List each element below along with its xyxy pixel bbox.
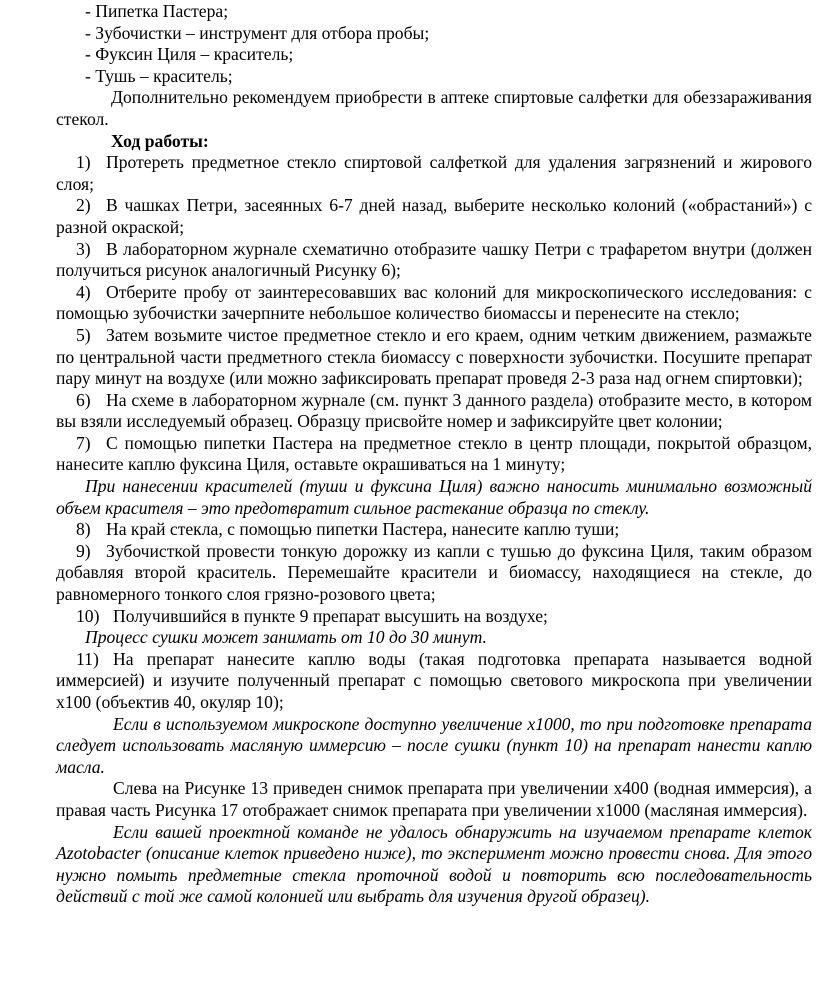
step-item: [56, 606, 812, 628]
material-item: - Тушь – краситель;: [85, 65, 233, 86]
step-item: [56, 519, 812, 541]
step-text: На схеме в лабораторном журнале (см. пункт 3 данного раздела) отобразите место, в котором вы взяли исследуемый образец. Образцу присвойте номер и зафиксируйте цвет колонии;: [56, 389, 812, 432]
step-item: [56, 390, 812, 433]
step-text: В чашках Петри, засеянных 6-7 дней назад, выберите несколько колоний («обрастаний») с разной окраской;: [56, 195, 812, 237]
step-text: Отберите пробу от заинтересовавших вас колоний для микроскопического исследования: с помощью зубочистки зачерпните небольшое количество биомассы и перенесите на стекло;: [56, 281, 812, 324]
recommendation-paragraph: Дополнительно рекомендуем приобрести в аптеке спиртовые салфетки для обеззараживания стекол.: [56, 87, 812, 129]
material-item: - Пипетка Пастера;: [85, 1, 229, 21]
step-text: В лабораторном журнале схематично отобразите чашку Петри с трафаретом внутри (должен получиться рисунок аналогичный Рисунку 6);: [56, 238, 812, 281]
step-item: [56, 282, 812, 325]
note-paragraph: При нанесении красителей (туши и фуксина Циля) важно наносить минимально возможный объем красителя – это предотвратит сильное растекание образца по стеклу.: [56, 476, 812, 518]
note-paragraph: Если вашей проектной команде не удалось обнаружить на изучаемом препарате клеток Azotobacter (описание клеток приведено ниже), то эксперимент можно провести снова. Для этого нужно помыть предметные стекла проточной водой и повторить всю последовательность действий с той же самой колонией или выбрать для изучения другой образец).: [56, 821, 812, 907]
step-number: 2): [76, 195, 91, 216]
step-text: Получившийся в пункте 9 препарат высушить на воздухе;: [113, 605, 548, 626]
step-item: [56, 541, 812, 606]
step-number: 9): [76, 540, 91, 561]
note-paragraph: Процесс сушки может занимать от 10 до 30 минут.: [85, 627, 487, 648]
step-text: Протереть предметное стекло спиртовой салфеткой для удаления загрязнений и жирового слоя;: [56, 152, 812, 194]
note-paragraph: Если в используемом микроскопе доступно увеличение х1000, то при подготовке препарата следует использовать масляную иммерсию – после сушки (пункт 10) на препарат нанести каплю масла.: [56, 713, 812, 777]
section-title: Ход работы:: [111, 130, 209, 151]
step-text: На препарат нанесите каплю воды (такая подготовка препарата называется водной иммерсией) и изучите полученный препарат с помощью светового микроскопа при увеличении х100 (объектив 40, окуляр 10);: [56, 648, 812, 712]
step-item: [56, 195, 812, 238]
step-text: Затем возьмите чистое предметное стекло и его краем, одним четким движением, размажьте по центральной части предметного стекла биомассу с поверхности зубочистки. Посушите препарат пару минут на воздухе (или можно зафиксировать препарат проведя 2-3 раза над огнем спиртовки);: [56, 324, 812, 389]
step-number: 7): [76, 432, 91, 453]
step-item: [56, 325, 812, 390]
step-number: 11): [76, 648, 99, 669]
step-item: [56, 239, 812, 282]
step-text: Зубочисткой провести тонкую дорожку из капли с тушью до фуксина Циля, таким образом добавляя второй краситель. Перемешайте красители и биомассу, находящиеся на стекле, до равномерного тонкого слоя грязно-розового цвета;: [56, 540, 812, 605]
figure-paragraph: Слева на Рисунке 13 приведен снимок препарата при увеличении х400 (водная иммерсия), а правая часть Рисунка 17 отображает снимок препарата при увеличении х1000 (масляная иммерсия).: [56, 778, 812, 820]
step-text: На край стекла, с помощью пипетки Пастера, нанесите каплю туши;: [106, 519, 620, 540]
step-number: 4): [76, 281, 91, 302]
step-number: 10): [76, 605, 100, 626]
material-item: - Фуксин Циля – краситель;: [85, 44, 294, 65]
step-number: 3): [76, 238, 91, 259]
step-text: С помощью пипетки Пастера на предметное стекло в центр площади, покрытой образцом, нанесите каплю фуксина Циля, оставьте окрашиваться на 1 минуту;: [56, 432, 812, 475]
step-number: 8): [76, 519, 91, 540]
material-item: - Зубочистки – инструмент для отбора пробы;: [85, 22, 430, 43]
step-number: 5): [76, 324, 91, 345]
step-item: [56, 433, 812, 476]
step-item: [56, 649, 812, 714]
step-item: [56, 152, 812, 195]
step-number: 1): [76, 152, 91, 173]
step-number: 6): [76, 389, 91, 410]
